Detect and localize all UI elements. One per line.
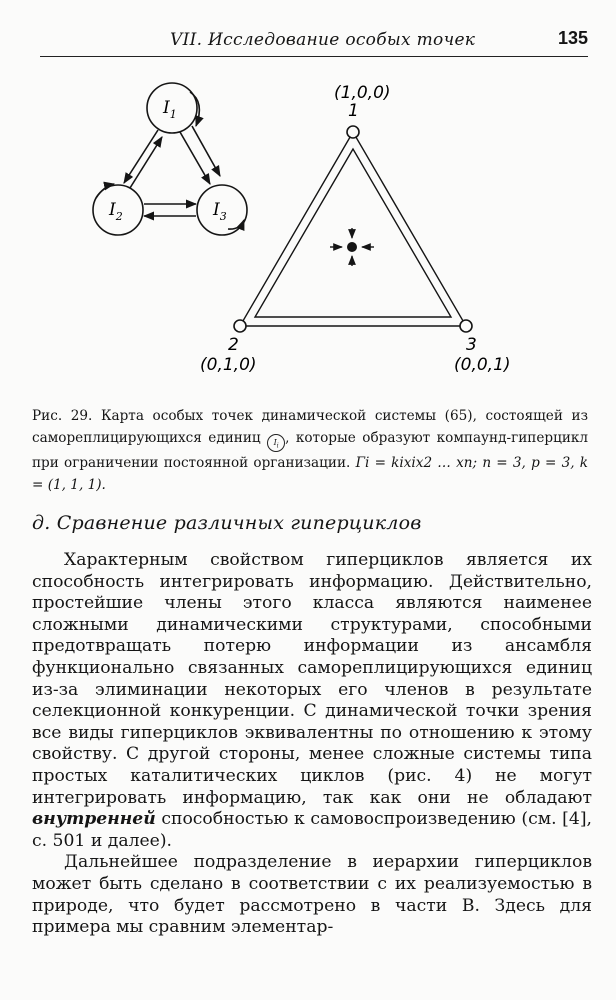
vertex-3-coords: (0,0,1) (454, 355, 511, 375)
interior-fixed-point (330, 228, 374, 266)
vertex-3-marker (460, 320, 472, 332)
paragraph-1: Характерным свойством гиперциклов является их способность интегрировать информацию. Действительно, простейшие члены этого класса являются наименее сложными динамическими структурами, способными предотвращать потерю информации из ансамбля функционально связанных самореплицирующихся единиц из-за элиминации некоторых его членов в результате селекционной конкуренции. С динамической точки зрения все виды гиперциклов эквивалентны по отношению к этому свойству. С другой стороны, менее сложные системы типа простых каталитических циклов (рис. 4) не могут интегрировать информацию, так как они не обладают внутренней способностью к самовоспроизведению (см. [4], с. 501 и далее). (32, 550, 592, 851)
emphasis-word: внутренней (32, 809, 156, 830)
chapter-title: VII. Исследование особых точек (170, 30, 476, 50)
vertex-2-marker (234, 320, 246, 332)
node-i3-label: $I_3$ (213, 200, 227, 223)
paragraph-2: Дальнейшее подразделение в иерархии гиперциклов может быть сделано в соответствии с их реализуемостью в природе, что будет рассмотрено в части В. Здесь для примера мы сравним элементар- (32, 852, 592, 938)
triangle-outer (240, 132, 466, 326)
arrow-i1-to-i2 (124, 130, 158, 183)
self-loop-arrow-i3 (228, 220, 244, 229)
replicating-unit-icon: $I_i$ (267, 434, 285, 452)
hypercycle-diagram (93, 83, 247, 235)
figure-caption (32, 405, 588, 496)
arrow-i1-to-i3 (180, 132, 210, 184)
arrow-i3-to-i1 (192, 126, 220, 176)
node-i1-label: $I_1$ (163, 98, 177, 121)
simplex-triangle (200, 83, 511, 375)
body-text (32, 550, 592, 939)
caption-text-before-icon: Карта особых точек динамической системы (65), состоящей из самореплицирующихся единиц (32, 408, 588, 446)
triangle-inner (255, 149, 451, 317)
caption-text-after-icon: , которые образуют компаунд-гиперцикл при ограничении постоянной организации. (32, 430, 589, 471)
self-loop-arrow-i1 (190, 92, 199, 126)
section-heading: д. Сравнение различных гиперциклов (32, 512, 422, 534)
figure-29 (0, 70, 616, 390)
arrow-i2-to-i1 (130, 137, 162, 188)
node-i2-label: $I_2$ (109, 200, 123, 223)
vertex-1-number: 1 (348, 101, 359, 121)
vertex-1-coords: (1,0,0) (334, 83, 391, 103)
page-number: 135 (557, 28, 588, 48)
caption-formula: Γi = kixix2 … xn; n = 3, p = 3, k = (1, 1, 1). (32, 455, 589, 493)
running-header (40, 28, 588, 57)
caption-prefix: Рис. 29. (32, 408, 93, 424)
vertex-1-marker (347, 126, 359, 138)
vertex-2-coords: (0,1,0) (200, 355, 257, 375)
vertex-2-number: 2 (228, 335, 239, 355)
vertex-3-number: 3 (466, 335, 477, 355)
